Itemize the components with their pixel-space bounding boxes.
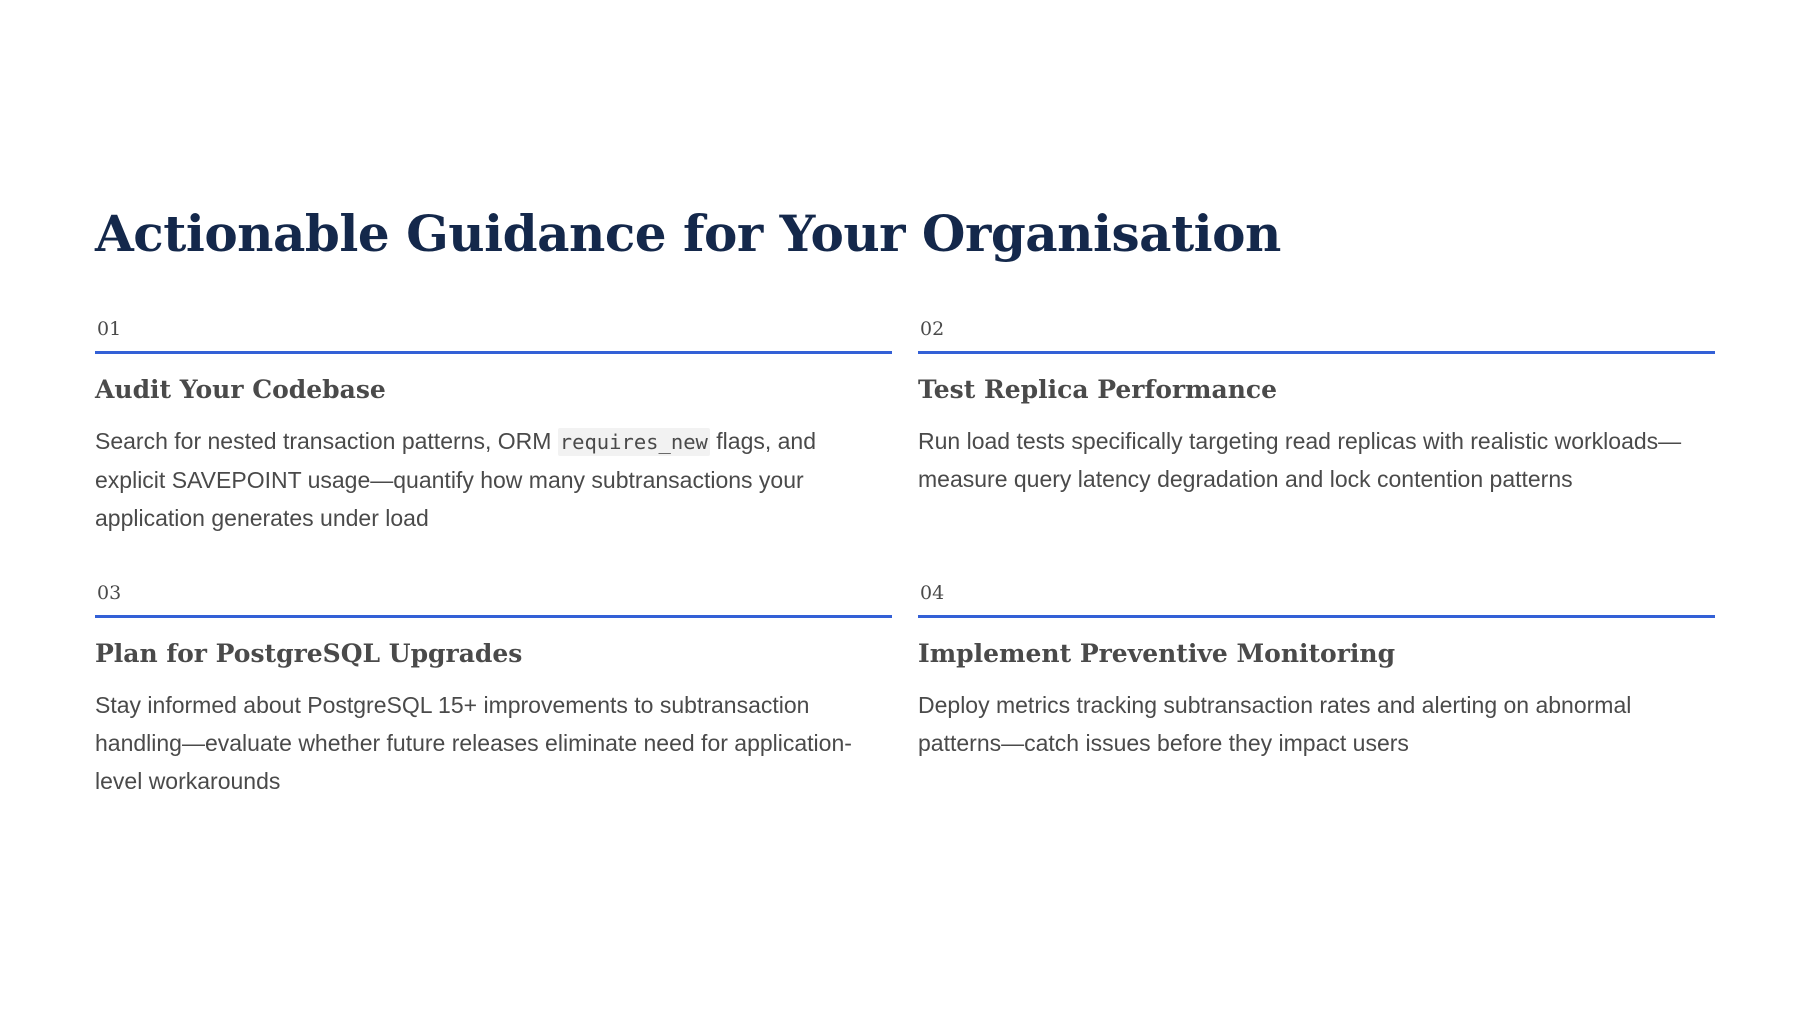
slide bbox=[95, 200, 1715, 794]
card-body-text: Search for nested transaction patterns, ORM bbox=[95, 428, 558, 454]
card-title: Audit Your Codebase bbox=[95, 375, 386, 404]
card-body-text: flags, and explicit SAVEPOINT usage—quantify how many subtransactions your application generates under load bbox=[95, 428, 817, 531]
guidance-card-replica bbox=[918, 316, 1715, 542]
card-number: 01 bbox=[95, 316, 892, 354]
card-body: Deploy metrics tracking subtransaction rates and alerting on abnormal patterns—catch issues before they impact users bbox=[918, 692, 1632, 756]
guidance-grid bbox=[95, 316, 1715, 806]
guidance-card-audit bbox=[95, 316, 892, 542]
card-number: 02 bbox=[918, 316, 1715, 354]
card-body: Stay informed about PostgreSQL 15+ improvements to subtransaction handling—evaluate whether future releases eliminate need for application-level workarounds bbox=[95, 692, 852, 794]
guidance-card-upgrades bbox=[95, 580, 892, 806]
card-title: Test Replica Performance bbox=[918, 375, 1278, 404]
card-number: 04 bbox=[918, 580, 1715, 618]
card-body bbox=[95, 422, 892, 537]
inline-code: requires_new bbox=[559, 430, 708, 454]
guidance-card-monitoring bbox=[918, 580, 1715, 806]
card-number: 03 bbox=[95, 580, 892, 618]
card-title: Plan for PostgreSQL Upgrades bbox=[95, 639, 523, 668]
card-title: Implement Preventive Monitoring bbox=[918, 639, 1396, 668]
card-body: Run load tests specifically targeting read replicas with realistic workloads—measure query latency degradation and lock contention patterns bbox=[918, 428, 1682, 492]
page-title: Actionable Guidance for Your Organisation bbox=[95, 204, 1281, 263]
